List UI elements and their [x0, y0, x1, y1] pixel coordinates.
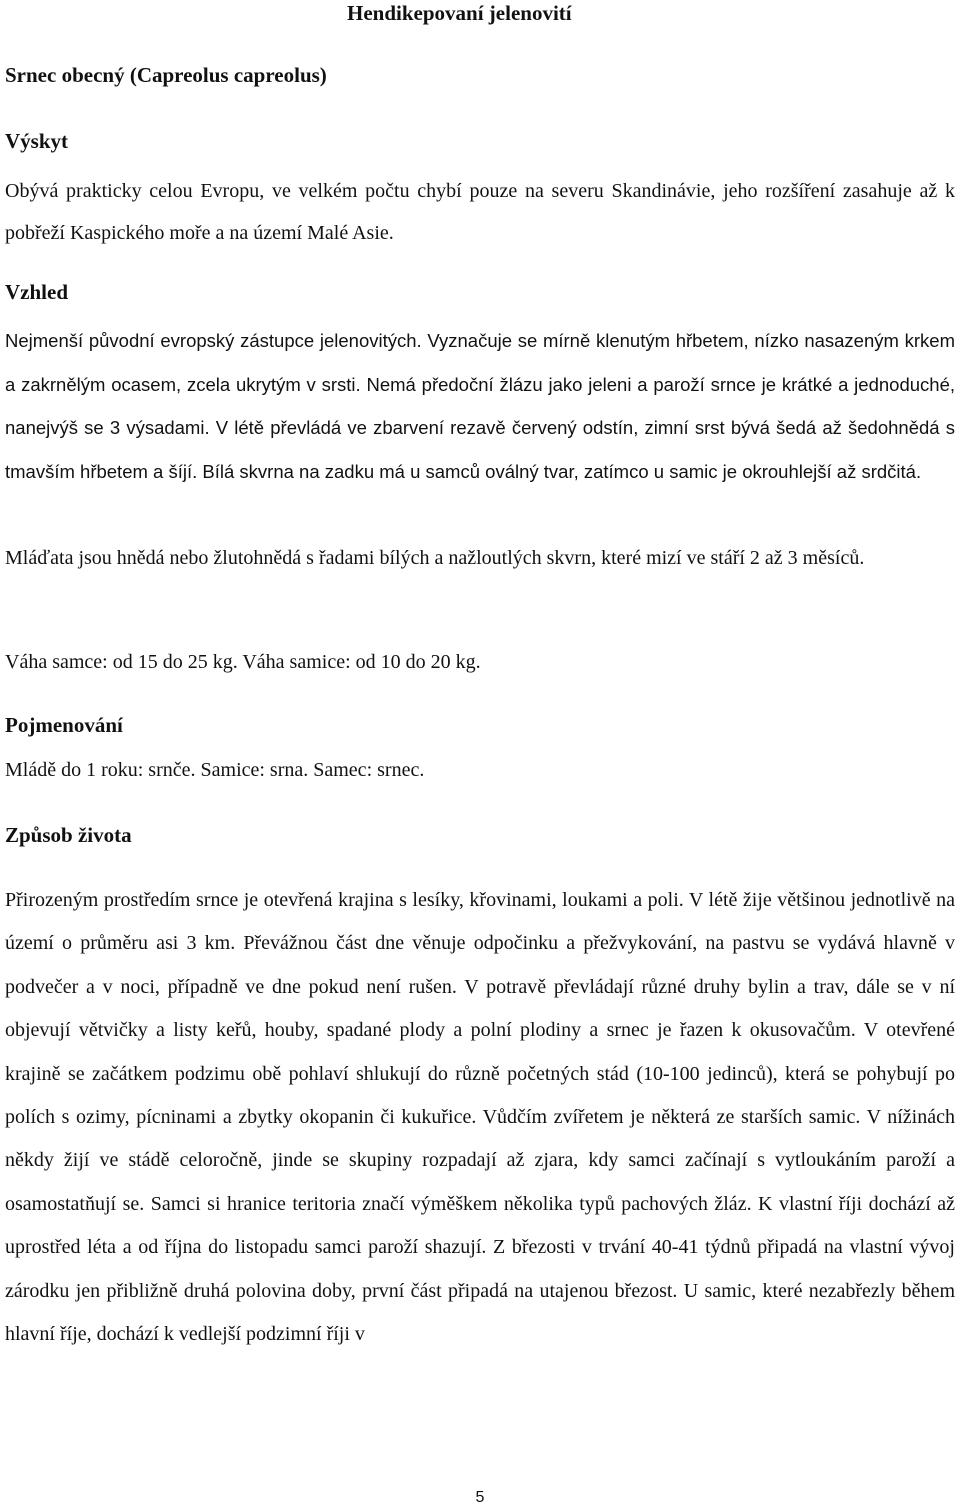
paragraph-vzhled-weight: Váha samce: od 15 do 25 kg. Váha samice: od 10 do 20 kg.	[5, 651, 481, 673]
section-heading-vzhled: Vzhled	[5, 280, 68, 304]
paragraph-vzhled-description: Nejmenší původní evropský zástupce jelenovitých. Vyznačuje se mírně klenutým hřbetem, nízko nasazeným krkem a zakrnělým ocasem, zcela ukrytým v srsti. Nemá předoční žlázu jako jeleni a paroží srnce je krátké a jednoduché, nanejvýš se 3 výsadami. V létě převládá ve zbarvení rezavě červený odstín, zimní srst bývá šedá až šedohnědá s tmavším hřbetem a šíjí. Bílá skvrna na zadku má u samců oválný tvar, zatímco u samic je okrouhlejší až srdčitá.	[5, 330, 955, 482]
document-title: Srnec obecný (Capreolus capreolus)	[5, 63, 327, 87]
page-number: 5	[475, 1489, 485, 1506]
paragraph-zpusob-zivota: Přirozeným prostředím srnce je otevřená krajina s lesíky, křovinami, loukami a poli. V létě žije většinou jednotlivě na území o průměru asi 3 km. Převážnou část dne věnuje odpočinku a přežvykování, na pastvu se vydává hlavně v podvečer a v noci, případně ve dne pokud není rušen. V potravě převládají různé druhy bylin a trav, dále se v ní objevují větvičky a listy keřů, houby, spadané plody a polní plodiny a srnec je řazen k okusovačům. V otevřené krajině se začátkem podzimu obě pohlaví shlukují do různě početných stád (10-100 jedinců), která se pohybují po polích s ozimy, pícninami a zbytky okopanin či kukuřice. Vůdčím zvířetem je některá ze starších samic. V nížinách někdy žijí ve stádě celoročně, jinde se skupiny rozpadají až zjara, kdy samci začínají s vytloukáním paroží a osamostatňují se. Samci si hranice teritoria značí výměškem několika typů pachových žláz. K vlastní říji dochází až uprostřed léta a od října do listopadu samci paroží shazují. Z březosti v trvání 40-41 týdnů připadá na vlastní vývoj zárodku jen přibližně druhá polovina doby, první část připadá na utajenou březost. U samic, které nezabřezly během hlavní říje, dochází k vedlejší podzimní říji v	[5, 889, 955, 1346]
section-heading-zpusob-zivota: Způsob života	[5, 823, 132, 847]
running-header: Hendikepovaní jelenovití	[347, 1, 572, 25]
section-heading-pojmenovani: Pojmenování	[5, 713, 123, 737]
section-heading-vyskyt: Výskyt	[5, 129, 69, 153]
paragraph-pojmenovani: Mládě do 1 roku: srnče. Samice: srna. Samec: srnec.	[5, 759, 425, 781]
paragraph-vzhled-young: Mláďata jsou hnědá nebo žlutohnědá s řadami bílých a nažloutlých skvrn, které mizí ve stáří 2 až 3 měsíců.	[5, 547, 865, 569]
paragraph-vyskyt: Obývá prakticky celou Evropu, ve velkém počtu chybí pouze na severu Skandinávie, jeho rozšíření zasahuje až k pobřeží Kaspického moře a na území Malé Asie.	[5, 180, 955, 244]
